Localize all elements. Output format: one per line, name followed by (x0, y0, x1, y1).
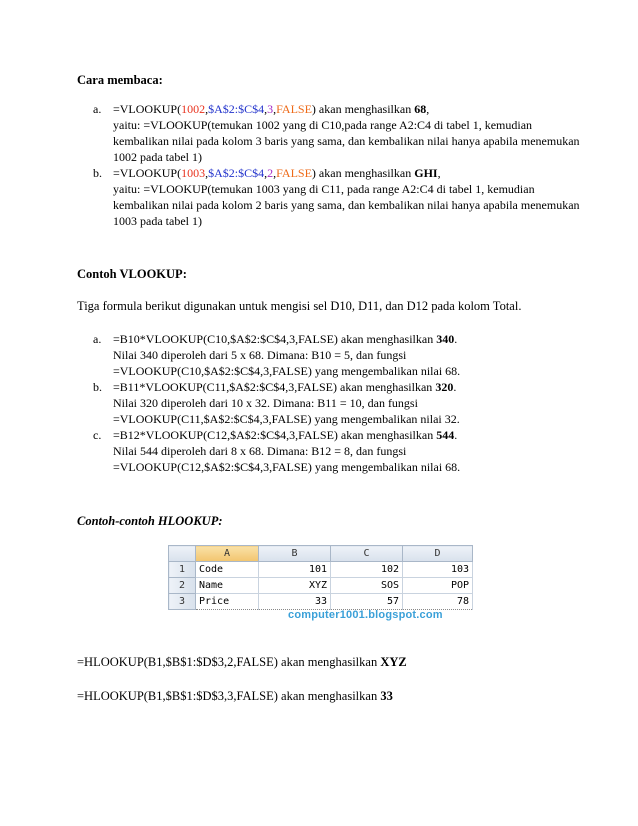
sheet-row-header: 3 (169, 594, 196, 610)
explanation-a-line4: 1002 pada tabel 1) (113, 150, 202, 164)
vlookup-explain-a-line2: Nilai 340 diperoleh dari 5 x 68. Dimana: B10 = 5, dan fungsi (113, 348, 407, 362)
sheet-row-header: 1 (169, 562, 196, 578)
list-marker-c: c. (93, 428, 102, 442)
heading-contoh-vlookup: Contoh VLOOKUP: (77, 267, 187, 281)
vlookup-explain-b-line2: Nilai 320 diperoleh dari 10 x 32. Dimana: B11 = 10, dan fungsi (113, 396, 418, 410)
list-marker-a: a. (93, 332, 102, 346)
explanation-a-line2: yaitu: =VLOOKUP(temukan 1002 yang di C10,pada range A2:C4 di tabel 1, kemudian (113, 118, 533, 132)
watermark-text: computer1001.blogspot.com (288, 609, 443, 621)
sheet-cell: Name (196, 578, 259, 594)
heading-cara-membaca: Cara membaca: (77, 73, 163, 87)
sheet-cell: SOS (331, 578, 403, 594)
vlookup-intro: Tiga formula berikut digunakan untuk mengisi sel D10, D11, dan D12 pada kolom Total. (77, 299, 522, 313)
sheet-cell: 57 (331, 594, 403, 610)
vlookup-explain-c-line3: =VLOOKUP(C12,$A$2:$C$4,3,FALSE) yang mengembalikan nilai 68. (113, 460, 461, 474)
sheet-cell: 78 (403, 594, 473, 610)
vlookup-explain-c-line2: Nilai 544 diperoleh dari 8 x 68. Dimana: B12 = 8, dan fungsi (113, 444, 407, 458)
sheet-cell: Code (196, 562, 259, 578)
formula-a: =VLOOKUP(1002,$A$2:$C$4,3,FALSE) akan menghasilkan 68, (113, 102, 430, 116)
sheet-cell: 103 (403, 562, 473, 578)
sheet-cell: 101 (259, 562, 331, 578)
hlookup-formula-2: =HLOOKUP(B1,$B$1:$D$3,3,FALSE) akan menghasilkan 33 (77, 689, 393, 703)
formula-b: =VLOOKUP(1003,$A$2:$C$4,2,FALSE) akan menghasilkan GHI, (113, 166, 441, 180)
sheet-corner (169, 546, 196, 562)
explanation-b-line2: yaitu: =VLOOKUP(temukan 1003 yang di C11, pada range A2:C4 di tabel 1, kemudian (113, 182, 535, 196)
sheet-col-header: B (259, 546, 331, 562)
vlookup-formula-c: =B12*VLOOKUP(C12,$A$2:$C$4,3,FALSE) akan menghasilkan 544. (113, 428, 458, 442)
explanation-a-line3: kembalikan nilai pada kolom 3 baris yang sama, dan kembalikan nilai hanya apabila menemukan (113, 134, 580, 148)
sheet-cell: Price (196, 594, 259, 610)
sheet-cell: XYZ (259, 578, 331, 594)
explanation-b-line3: kembalikan nilai pada kolom 2 baris yang sama, dan kembalikan nilai hanya apabila menemukan (113, 198, 580, 212)
sheet-row-header: 2 (169, 578, 196, 594)
sheet-col-header: C (331, 546, 403, 562)
vlookup-formula-b: =B11*VLOOKUP(C11,$A$2:$C$4,3,FALSE) akan menghasilkan 320. (113, 380, 457, 394)
sheet-cell: POP (403, 578, 473, 594)
sheet-col-header: A (196, 546, 259, 562)
sheet-cell: 102 (331, 562, 403, 578)
sheet-col-header: D (403, 546, 473, 562)
sheet-cell: 33 (259, 594, 331, 610)
hlookup-formula-1: =HLOOKUP(B1,$B$1:$D$3,2,FALSE) akan menghasilkan XYZ (77, 655, 407, 669)
list-marker-a: a. (93, 102, 102, 116)
vlookup-explain-b-line3: =VLOOKUP(C11,$A$2:$C$4,3,FALSE) yang mengembalikan nilai 32. (113, 412, 460, 426)
list-marker-b: b. (93, 380, 102, 394)
spreadsheet-image (168, 545, 472, 620)
vlookup-formula-a: =B10*VLOOKUP(C10,$A$2:$C$4,3,FALSE) akan menghasilkan 340. (113, 332, 458, 346)
list-marker-b: b. (93, 166, 102, 180)
heading-contoh-hlookup: Contoh-contoh HLOOKUP: (77, 514, 223, 528)
vlookup-explain-a-line3: =VLOOKUP(C10,$A$2:$C$4,3,FALSE) yang mengembalikan nilai 68. (113, 364, 461, 378)
explanation-b-line4: 1003 pada tabel 1) (113, 214, 202, 228)
